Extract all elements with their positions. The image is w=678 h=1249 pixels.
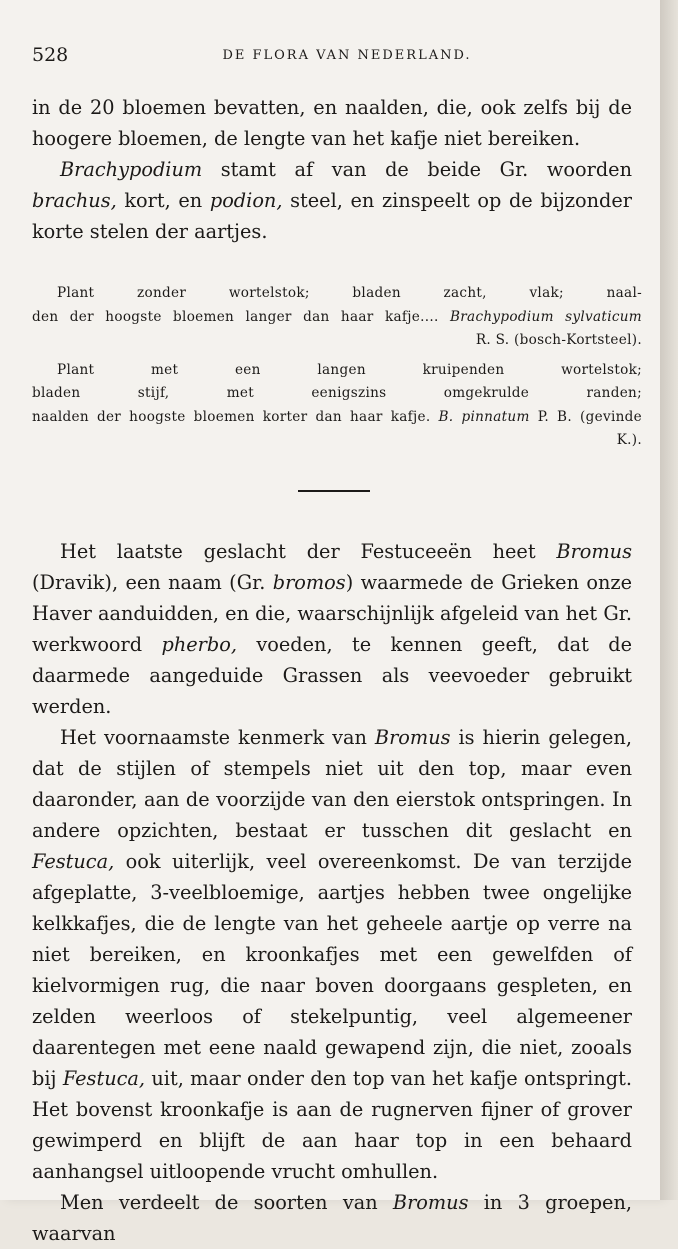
key-line bbox=[32, 406, 642, 430]
text-run: Het voornaamste kenmerk van bbox=[60, 726, 375, 749]
paragraph-bromus-name bbox=[32, 536, 632, 722]
italic-term: Bromus bbox=[374, 726, 451, 749]
page-number: 528 bbox=[32, 44, 69, 66]
species-key bbox=[32, 282, 642, 459]
paragraph-etymology bbox=[32, 154, 632, 247]
text-run: kort, en bbox=[116, 189, 210, 212]
italic-term: Bromus bbox=[392, 1191, 469, 1214]
text-run: (Dravik), een naam (Gr. bbox=[32, 571, 273, 594]
text-run: steel, en zinspeelt op de bijzonder korte stelen der aartjes. bbox=[32, 189, 632, 243]
text-line: in de 20 bloemen bevatten, en naalden, die, ook zelfs bij de bbox=[32, 96, 632, 119]
section-divider bbox=[298, 490, 370, 492]
key-line: bladen stijf, met eenigszins omgekrulde randen; bbox=[32, 385, 642, 401]
species-name: Brachypodium sylvaticum bbox=[449, 308, 642, 325]
italic-term: Bromus bbox=[556, 540, 632, 563]
key-line: Plant zonder wortelstok; bladen zacht, vlak; naal- bbox=[57, 285, 642, 301]
text-run: Men verdeelt de soorten van bbox=[60, 1191, 393, 1214]
paragraph-continuation bbox=[32, 92, 632, 154]
italic-term: podion, bbox=[209, 189, 283, 212]
key-line bbox=[32, 306, 642, 330]
key-line-text: naalden der hoogste bloemen korter dan haar kafje. bbox=[32, 408, 431, 425]
running-title: DE FLORA VAN NEDERLAND. bbox=[222, 48, 472, 63]
text-run: in 3 groepen, waarvan bbox=[32, 1191, 632, 1245]
key-line: Plant met een langen kruipenden wortelstok; bbox=[57, 361, 642, 378]
text-run: is hierin gelegen, dat de stijlen of stempels niet uit den top, maar even daaronder, aan de voorzijde van den eierstok ontspringen. In andere opzichten, bestaat er tusschen dit geslacht en bbox=[32, 726, 632, 842]
text-run: Het laatste geslacht der Festuceeën heet bbox=[60, 540, 557, 563]
text-run: voeden, te kennen geeft, dat de daarmede aangeduide Grassen als veevoeder gebruikt werden. bbox=[32, 633, 632, 718]
paragraph-bromus-characters bbox=[32, 722, 632, 1187]
italic-term: bromos bbox=[272, 571, 346, 594]
bromus-text bbox=[32, 536, 632, 1249]
italic-term: Festuca, bbox=[62, 1067, 146, 1090]
key-line-author: P. B. (gevinde bbox=[537, 408, 642, 425]
italic-term: pherbo, bbox=[161, 633, 237, 656]
page-edge bbox=[660, 0, 678, 1200]
species-name: B. pinnatum bbox=[438, 408, 530, 425]
italic-term: brachus, bbox=[32, 189, 117, 212]
page-header bbox=[32, 44, 632, 74]
text-run: stamt af van de beide Gr. woorden bbox=[202, 158, 632, 181]
key-line-author: K.). bbox=[616, 432, 642, 448]
key-entry-sylvaticum bbox=[32, 282, 642, 353]
key-entry-pinnatum bbox=[32, 359, 642, 453]
key-line-text: den der hoogste bloemen langer dan haar kafje.... bbox=[32, 308, 439, 325]
text-run: ) waarmede de Grieken onze Haver aanduidden, en die, waarschijnlijk afgeleid van het Gr. werkwoord bbox=[32, 571, 632, 656]
key-line-author: R. S. (bosch-Kortsteel). bbox=[475, 332, 642, 348]
italic-term: Festuca, bbox=[32, 850, 115, 873]
text-line: hoogere bloemen, de lengte van het kafje niet bereiken. bbox=[32, 127, 581, 150]
intro-text bbox=[32, 92, 632, 247]
text-run: uit, maar onder den top van het kafje ontspringt. Het bovenst kroonkafje is aan de rugnerven fijner of grover gewimperd en blijft de aan haar top in een behaard aanhangsel uitloopende vrucht omhullen. bbox=[32, 1067, 632, 1183]
paragraph-bromus-groups bbox=[32, 1187, 632, 1249]
italic-term: Brachypodium bbox=[60, 158, 203, 181]
text-run: ook uiterlijk, veel overeenkomst. De van terzijde afgeplatte, 3-veelbloemige, aartjes hebben twee ongelijke kelkkafjes, die de lengte van het geheele aartje op verre na niet bereiken, en kroonkafjes met een gewelfden of kielvormigen rug, die naar boven doorgaans gespleten, en zelden weerloos of stekelpuntig, veel algemeener daarentegen met eene naald gewapend zijn, die niet, zooals bij bbox=[32, 850, 632, 1090]
